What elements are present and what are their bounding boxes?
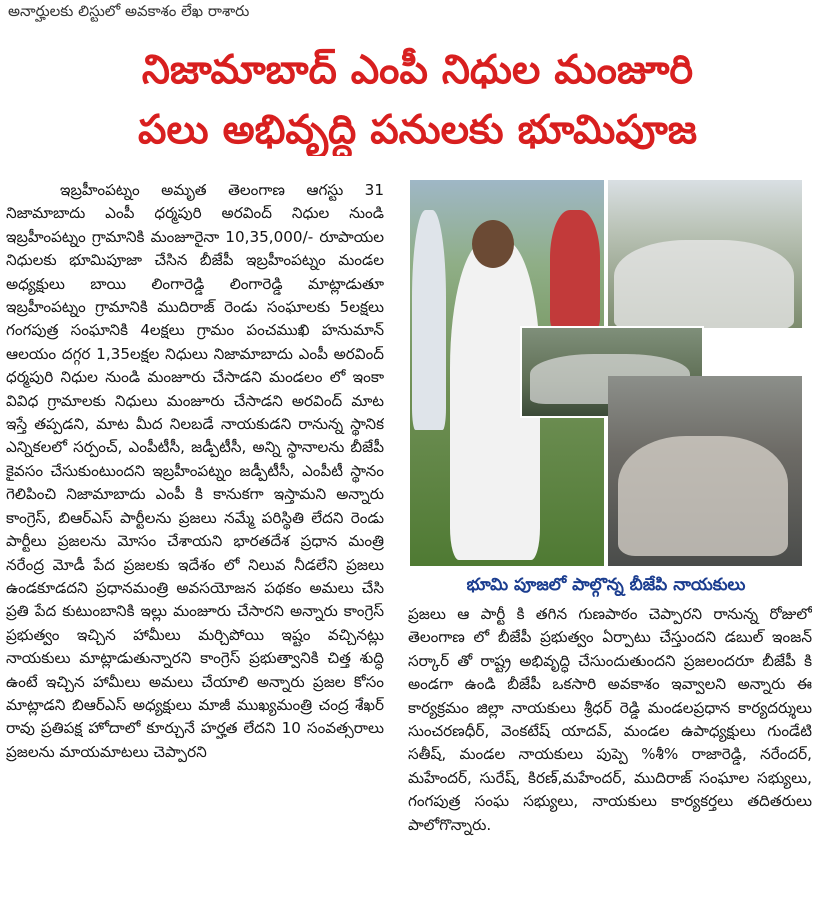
headline-line-2: పలు అభివృద్ధి పనులకు భూమిపూజ: [138, 107, 697, 153]
previous-article-strip: అనార్హులకు లిస్టులో అవకాశం లేఖ రాశారు: [8, 2, 250, 20]
photo-meeting-seated: [608, 376, 802, 566]
article-body-left: ఇబ్రహీంపట్నం అమృత తెలంగాణ ఆగస్టు 31 నిజామాబాదు ఎంపీ ధర్మపురి అరవింద్ నిధుల నుండి ఇబ్రహీంపట్నం గ్రామానికి మంజూరైనా 10,35,000/- రూపాయల నిధులకు భూమిపూజా చేసిన బీజేపీ ఇబ్రహీంపట్నం మండల అధ్యక్షులు బాయి లింగారెడ్డి లింగారెడ్డి మాట్లాడుతూ ఇబ్రహీంపట్నం గ్రామానికి ముదిరాజ్ రెండు సంఘాలకు 5లక్షలు గంగపుత్ర సంఘానికి 4లక్షలు గ్రామం పంచముఖి హనుమాన్ ఆలయం దగ్గర 1,35లక్షల నిధులు నిజామాబాదు ఎంపీ అరవింద్ ధర్మపురి నిధుల నుండి మంజూరు చేసాడని మండలం లో ఇంకా వివిధ గ్రామాలకు నిధులు మంజూరు చేసాడని అరవింద్ మాట ఇస్తే తప్పడని, మాట మీద నిలబడే నాయకుడని రానున్న స్థానిక ఎన్నికలలో సర్పంచ్, ఎంపీటీసీ, జడ్పీటీసీ, అన్ని స్థానాలను బీజేపీ కైవసం చేసుకుంటుందని ఇబ్రహీంపట్నం జడ్పీటీసీ, ఎంపీటీ స్థానం గెలిపించి నిజామాబాదు ఎంపీ కి కానుకగా ఇస్తామని అన్నారు కాంగ్రెస్, బిఆర్ఎస్ పార్టీలను ప్రజలు నమ్మే పరిస్థితి లేదని రెండు పార్టీలు ప్రజలను మోసం చేశాయని భారతదేశ ప్రధాన మంత్రి నరేంద్ర మోడీ పేద ప్రజలకు ఇదేశం లో నిలువ నీడలేని ప్రజలు ఉండకూడదని ప్రధానమంత్రి అవసయోజన పథకం అమలు చేసి ప్రతి పేద కుటుంబానికి ఇల్లు మంజూరు చేసారని అన్నారు కాంగ్రెస్ ప్రభుత్వం ఇచ్చిన హామీలు మర్చిపోయి ఇష్టం వచ్చినట్లు నాయకులు మాట్లాడుతున్నారని కాంగ్రెస్ ప్రభుత్వానికి చిత్త శుద్ధి ఉంటే ఇచ్చిన హామీలు అమలు చేయాలి అన్నారు ప్రజల కోసం మాట్లాడని బిఆర్ఎస్ అధ్యక్షులు మాజీ ముఖ్యమంత్రి చంద్ర శేఖర్ రావు ప్రతిపక్ష హోదాలో కూర్చునే హర్హత లేదని 10 సంవత్సరాలు ప్రజలను మాయమాటలు చెప్పారని: [6, 181, 384, 761]
headline-line-1: నిజామాబాద్ ఎంపీ నిధుల మంజూరి: [141, 47, 694, 93]
article-body-right: ప్రజలు ఆ పార్టీ కి తగిన గుణపాఠం చెప్పారని రానున్న రోజులో తెలంగాణ లో బీజేపీ ప్రభుత్వం ఏర్పాటు చేస్తుందని డబుల్ ఇంజన్ సర్కార్ తో రాష్ట్ర అభివృద్ధి చేసుందుతుందని ప్రజలందరూ బీజేపీ కి అండగా ఉండి బీజేపీ ఒకసారి అవకాశం ఇవ్వాలని అన్నారు ఈ కార్యక్రమం జిల్లా నాయకులు శ్రీధర్ రెడ్డి మండలప్రధాన కార్యదర్శులు సుంచరణధీర్, వెంకటేష్ యాదవ్, మండల ఉపాధ్యక్షులు గుండేటి సతీష్, మండల నాయకులు పుప్పె %శీ% రాజారెడ్డి, నరేందర్, మహేందర్, సురేష్, కిరణ్,మహేందర్, ముదిరాజ్ సంఘాల సభ్యులు, గంగపుత్ర సంఘ సభ్యులు, నాయకులు కార్యకర్తలు తదితరులు పాలోగొన్నారు.: [408, 605, 812, 834]
photo-collage: [410, 180, 802, 566]
photo-group-standing: [608, 180, 802, 328]
photo-caption: భూమి పూజలో పాల్గొన్న బీజేపి నాయకులు: [466, 575, 746, 595]
